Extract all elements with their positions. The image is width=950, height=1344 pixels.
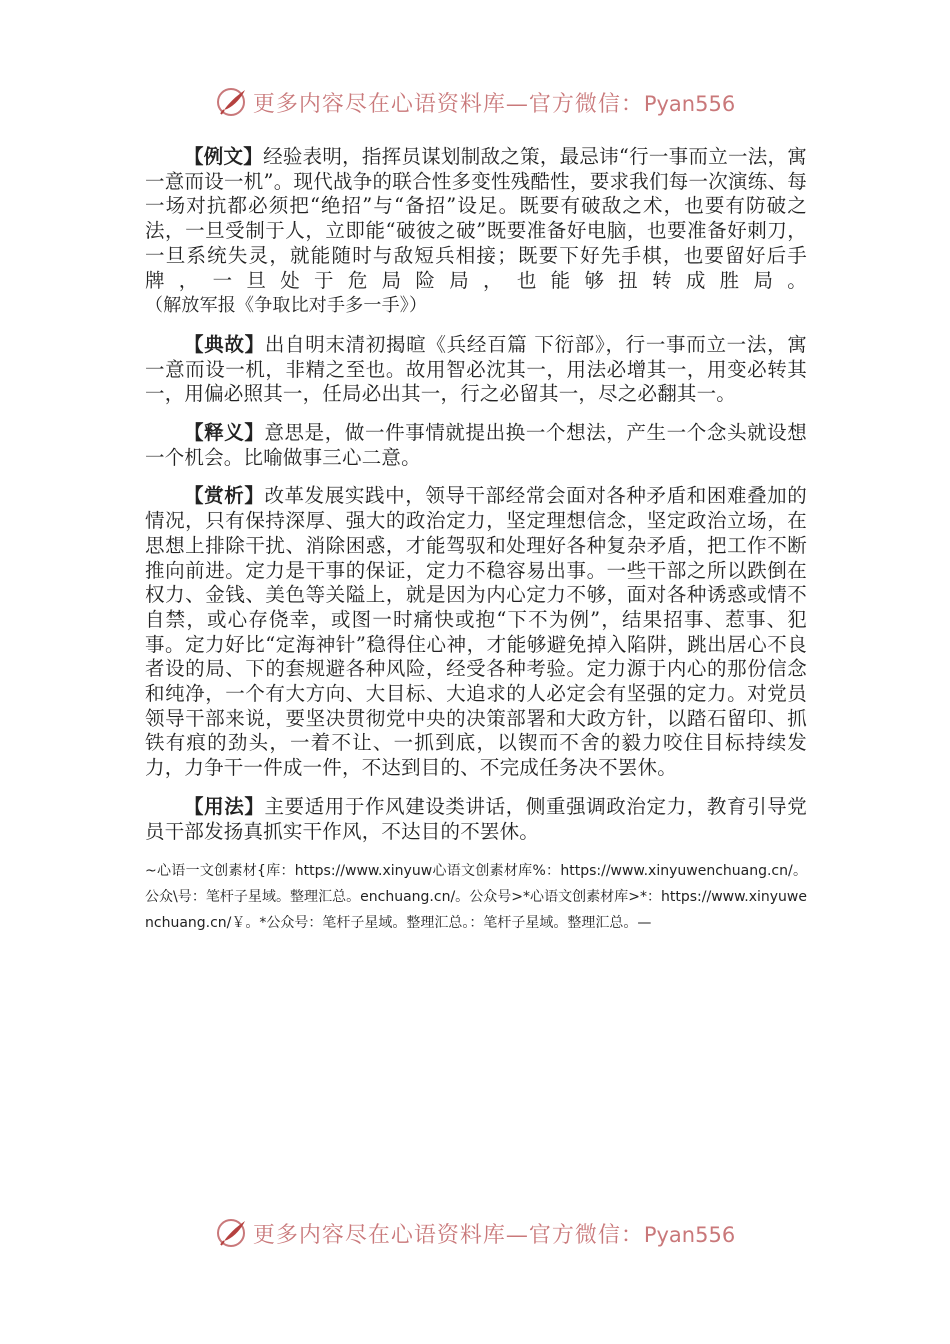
section-source: （解放军报《争取比对手多一手》）: [145, 295, 428, 317]
banner-text: 更多内容尽在心语资料库—官方微信：Pyan556: [252, 91, 736, 117]
section-text: 改革发展实践中，领导干部经常会面对各种矛盾和困难叠加的情况，只有保持深厚、强大的政治定力，坚定理想信念，坚定政治立场，在思想上排除干扰、消除困惑，才能驾驭和处理好各种复杂矛盾，把工作不断推向前进。定力是干事的保证，定力不稳容易出事。一些干部之所以跌倒在权力、金钱、美色等关隘上，就是因为内心定力不够，面对各种诱惑或情不自禁，或心存侥幸，或图一时痛快或抱“下不为例”，结果招事、惹事、犯事。定力好比“定海神针”稳得住心神，才能够避免掉入陷阱，跳出居心不良者设的局、下的套规避各种风险，经受各种考验。定力源于内心的那份信念和纯净，一个有大方向、大目标、大追求的人必定会有坚强的定力。对党员领导干部来说，要坚决贯彻党中央的决策部署和大政方针，以踏石留印、抓铁有痕的劲头，一着不让、一抓到底，以锲而不舍的毅力咬住目标持续发力，力争干一件成一件，不达到目的、不完成任务决不罢休。: [145, 484, 807, 780]
footer-banner: [0, 1213, 950, 1253]
section-meaning: [145, 421, 807, 470]
section-allusion: [145, 333, 807, 407]
wechat-id: Pyan556: [643, 91, 736, 116]
quill-logo-icon: [215, 1216, 249, 1250]
section-tag: 【例文】: [184, 145, 264, 168]
section-analysis: [145, 484, 807, 780]
quill-logo-icon: [215, 85, 249, 119]
section-text: 经验表明，指挥员谋划制敌之策，最忌讳“行一事而立一法，寓一意而设一机”。现代战争的联合性多变性残酷性，要求我们每一次演练、每一场对抗都必须把“绝招”与“备招”设足。既要有破敌之术，也要有防破之法，一旦受制于人，立即能“破彼之破”既要准备好电脑，也要准备好刺刀，一旦系统失灵，就能随时与敌短兵相接；既要下好先手棋，也要留好后手牌，一旦处于危局险局，也能够扭转成胜局。: [145, 145, 807, 292]
wechat-id: Pyan556: [643, 1222, 736, 1247]
section-example: [145, 145, 807, 319]
section-usage: [145, 795, 807, 844]
section-text: 意思是，做一件事情就提出换一个想法，产生一个念头就设想一个机会。比喻做事三心二意。: [145, 421, 807, 469]
section-tag: 【释义】: [184, 421, 265, 445]
section-text: 主要适用于作风建设类讲话，侧重强调政治定力，教育引导党员干部发扬真抓实干作风，不达目的不罢休。: [145, 794, 807, 843]
footer-note: ~心语一文创素材{库：https://www.xinyuw心语文创素材库%：https://www.xinyuwenchuang.cn/。公众\号：笔杆子星域。整理汇总。enchuang.cn/。公众号>*心语文创素材库>*：https://www.xinyuwenchuang.cn/￥。*公众号：笔杆子星域。整理汇总。：笔杆子星域。整理汇总。—: [145, 863, 807, 932]
header-banner: [0, 82, 950, 122]
section-tag: 【典故】: [184, 332, 265, 356]
section-tag: 【用法】: [184, 794, 265, 818]
section-tag: 【赏析】: [184, 484, 265, 508]
section-text: 出自明末清初揭暄《兵经百篇 下衍部》，行一事而立一法，寓一意而设一机，非精之至也。故用智必沈其一，用法必增其一，用变必转其一，用偏必照其一，任局必出其一，行之必留其一，尽之必翻其一。: [145, 332, 807, 406]
banner-text: 更多内容尽在心语资料库—官方微信：Pyan556: [252, 1222, 736, 1248]
document-body: [145, 145, 807, 936]
